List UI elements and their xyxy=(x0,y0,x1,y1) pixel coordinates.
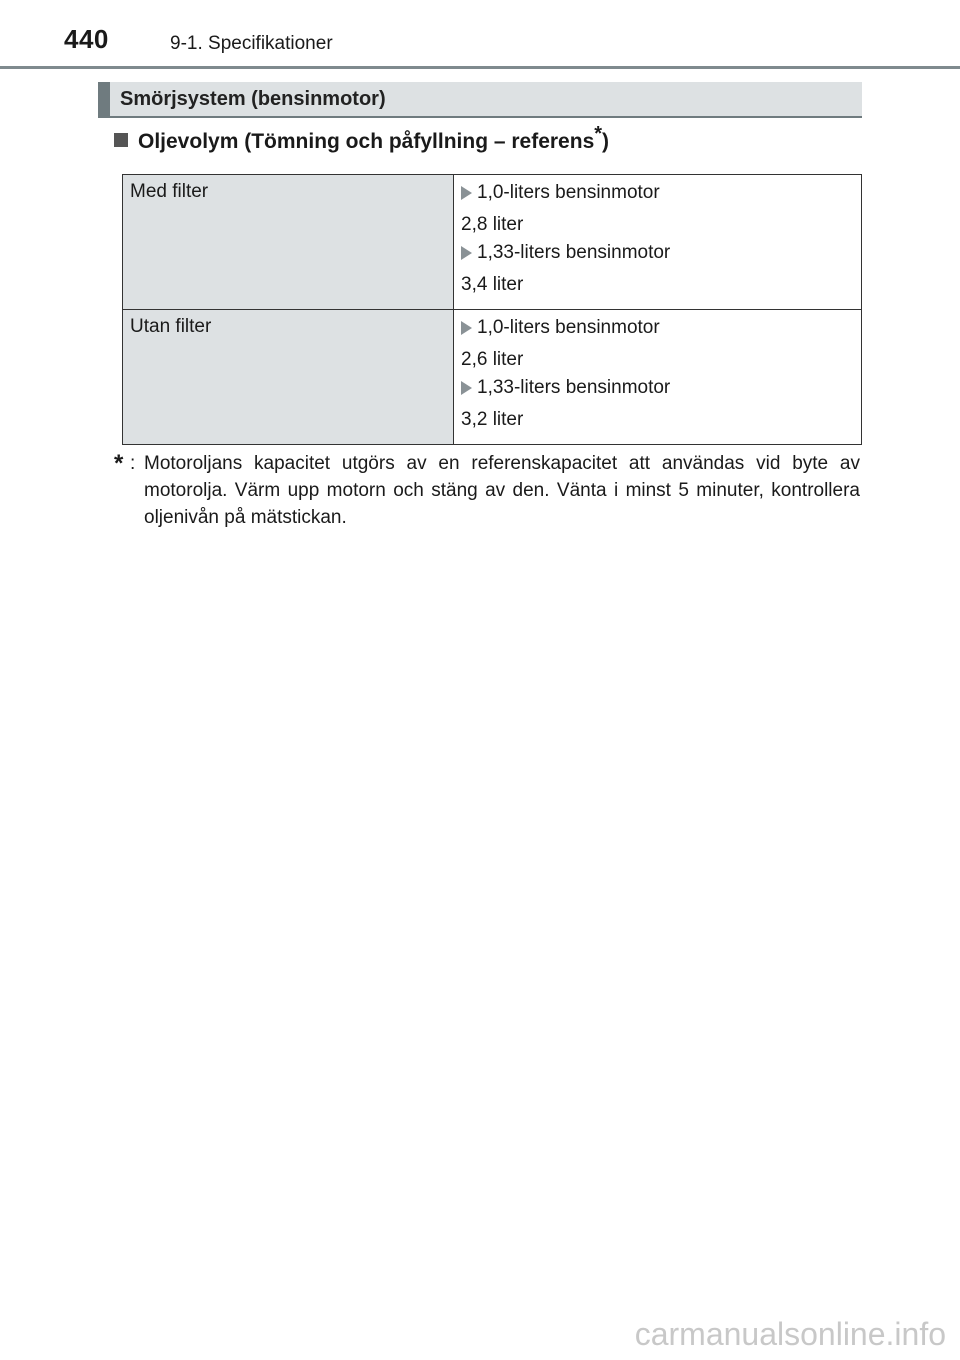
triangle-arrow-icon xyxy=(461,381,472,395)
subheading-close: ) xyxy=(602,130,610,153)
engine-line xyxy=(461,376,861,400)
row-label: Utan filter xyxy=(123,310,454,445)
volume-value: 2,8 liter xyxy=(461,214,524,235)
table-row xyxy=(123,175,862,310)
triangle-arrow-icon xyxy=(461,321,472,335)
engine-label: 1,33-liters bensinmotor xyxy=(477,377,671,398)
footnote-text: Motoroljans kapacitet utgörs av en referenskapacitet att användas vid byte av motorolja. Värm upp motorn och stäng av den. Vänta i minst 5 minuter, kontrollera oljenivån på mätstickan. xyxy=(144,453,860,528)
asterisk-marker: * xyxy=(594,123,603,145)
section-title: 9-1. Specifikationer xyxy=(170,33,333,54)
volume-value: 3,4 liter xyxy=(461,274,524,295)
engine-line xyxy=(461,241,861,265)
engine-line xyxy=(461,316,861,340)
engine-label: 1,0-liters bensinmotor xyxy=(477,182,660,203)
row-values xyxy=(454,310,862,445)
engine-label: 1,33-liters bensinmotor xyxy=(477,242,671,263)
footnote-colon: : xyxy=(130,453,136,474)
header-rule xyxy=(0,66,960,69)
watermark: carmanualsonline.info xyxy=(634,1316,946,1352)
row-label: Med filter xyxy=(123,175,454,310)
footnote xyxy=(114,450,860,531)
volume-value: 2,6 liter xyxy=(461,349,524,370)
triangle-arrow-icon xyxy=(461,186,472,200)
page-number: 440 xyxy=(64,24,109,54)
row-values xyxy=(454,175,862,310)
triangle-arrow-icon xyxy=(461,246,472,260)
section-heading xyxy=(98,82,862,118)
square-bullet-icon xyxy=(114,133,128,147)
subheading xyxy=(114,123,610,154)
table-row xyxy=(123,310,862,445)
volume-value: 3,2 liter xyxy=(461,409,524,430)
section-heading-text: Smörjsystem (bensinmotor) xyxy=(120,88,386,110)
engine-line xyxy=(461,181,861,205)
oil-volume-table xyxy=(122,174,862,445)
footnote-marker: * xyxy=(114,450,124,477)
engine-label: 1,0-liters bensinmotor xyxy=(477,317,660,338)
subheading-text: Oljevolym (Tömning och påfyllning – referens xyxy=(138,130,595,153)
